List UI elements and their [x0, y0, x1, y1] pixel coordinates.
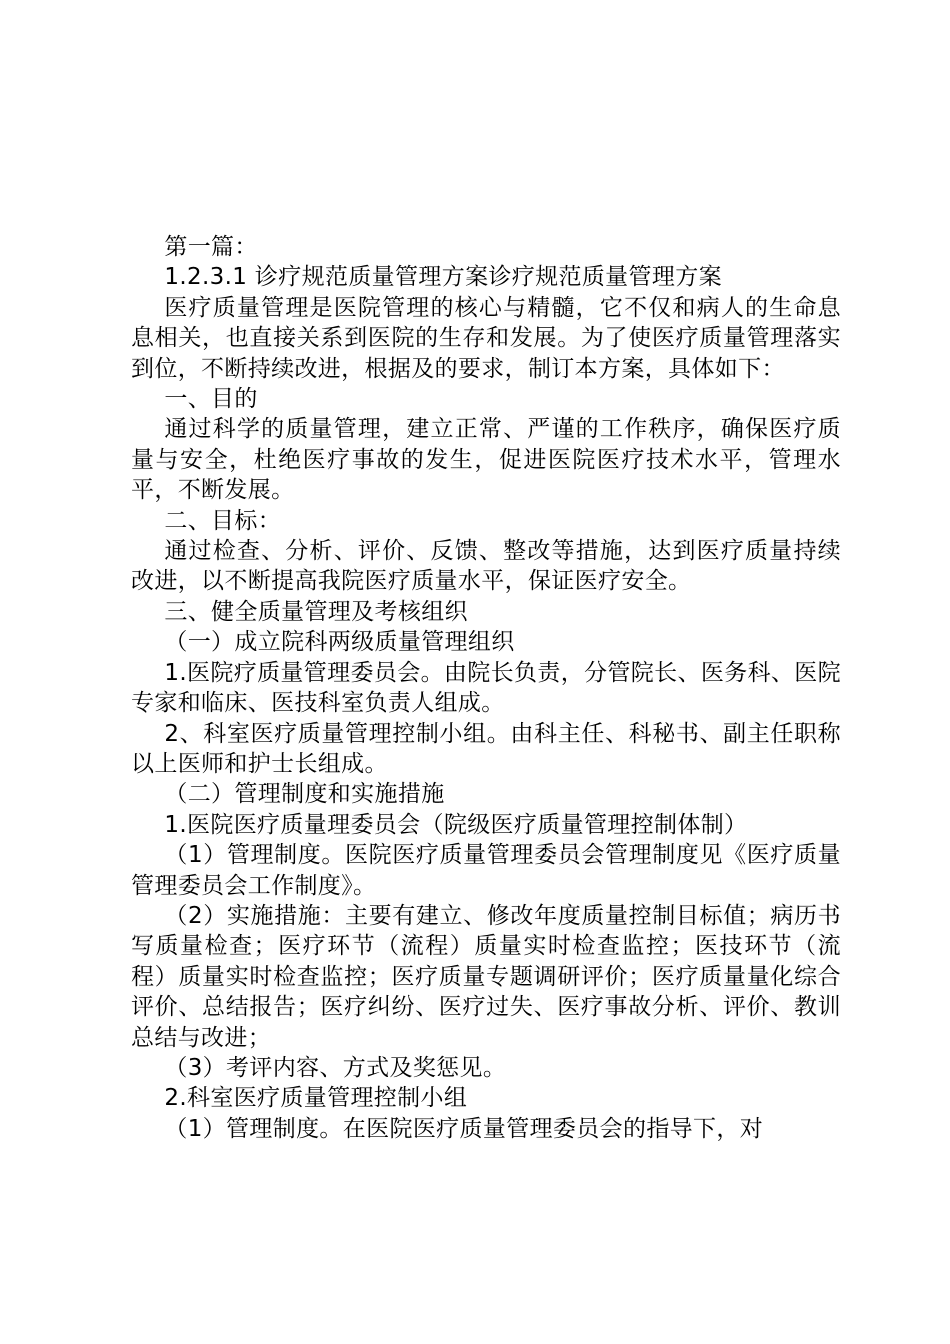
document-body — [131, 232, 841, 1144]
paragraph-introduction: 医疗质量管理是医院管理的核心与精髓，它不仅和病人的生命息息相关，也直接关系到医院的生存和发展。为了使医疗质量管理落实到位，不断持续改进，根据及的要求，制订本方案，具体如下： — [131, 294, 841, 382]
paragraph-goals: 通过检查、分析、评价、反馈、整改等措施，达到医疗质量持续改进，以不断提高我院医疗质量水平，保证医疗安全。 — [131, 538, 841, 595]
paragraph-evaluation: （3）考评内容、方式及奖惩见。 — [164, 1054, 507, 1081]
subsection-heading-rules-and-measures: （二）管理制度和实施措施 — [164, 781, 445, 808]
paragraph-heading-part-one: 第一篇： — [164, 234, 258, 260]
paragraph-department-control-group: 2.科室医疗质量管理控制小组 — [164, 1085, 468, 1112]
paragraph-purpose: 通过科学的质量管理，建立正常、严谨的工作秩序，确保医疗质量与安全，杜绝医疗事故的发生，促进医院医疗技术水平，管理水平，不断发展。 — [131, 416, 841, 504]
paragraph-hospital-committee: 1.医院疗质量管理委员会。由院长负责，分管院长、医务科、医院专家和临床、医技科室负责人组成。 — [131, 659, 841, 717]
section-heading-purpose: 一、目的 — [164, 386, 258, 413]
section-heading-goals: 二、目标： — [164, 507, 282, 534]
section-heading-organization: 三、健全质量管理及考核组织 — [164, 598, 468, 625]
paragraph-department-rules: （1）管理制度。在医院医疗质量管理委员会的指导下，对 — [164, 1115, 764, 1142]
paragraph-management-rules: （1）管理制度。医院医疗质量管理委员会管理制度见《医疗质量管理委员会工作制度》。 — [131, 842, 841, 899]
paragraph-implementation-measures: （2）实施措施：主要有建立、修改年度质量控制目标值；病历书写质量检查；医疗环节（流程）质量实时检查监控；医技环节（流程）质量实时检查监控；医疗质量专题调研评价；医疗质量量化综合评价、总结报告；医疗纠纷、医疗过失、医疗事故分析、评价、教训总结与改进； — [131, 902, 841, 1051]
paragraph-document-title: 1.2.3.1 诊疗规范质量管理方案诊疗规范质量管理方案 — [164, 264, 722, 291]
paragraph-department-group: 2、科室医疗质量管理控制小组。由科主任、科秘书、副主任职称以上医师和护士长组成。 — [131, 720, 841, 777]
subsection-heading-two-level-organization: （一）成立院科两级质量管理组织 — [164, 629, 515, 656]
paragraph-hospital-level-system: 1.医院医疗质量理委员会（院级医疗质量管理控制体制） — [164, 811, 748, 838]
